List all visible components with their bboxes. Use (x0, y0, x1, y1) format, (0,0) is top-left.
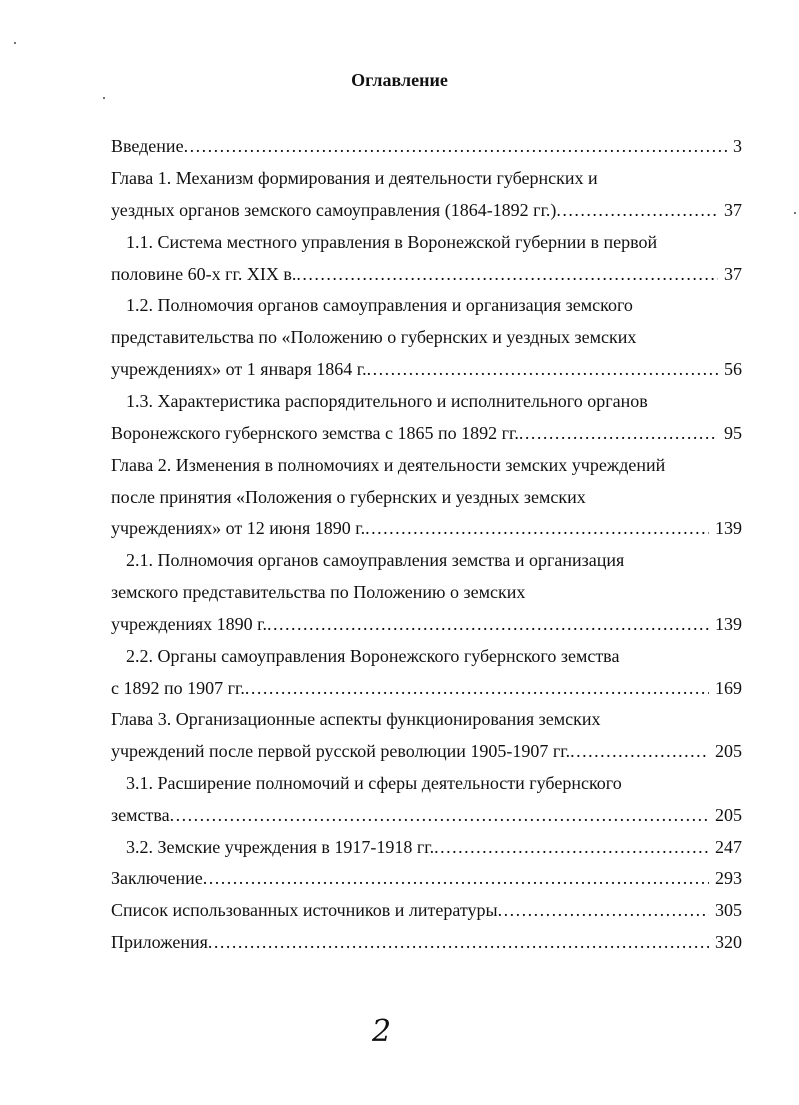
toc-entry-page: 37 (724, 264, 742, 284)
toc-entry (111, 866, 742, 890)
toc-entry-page: 305 (715, 900, 742, 920)
toc-entry: 2.2. Органы самоуправления Воронежского губернского земства (126, 646, 620, 666)
toc-entry-page: 139 (715, 614, 742, 634)
toc-entry-text: Заключение (111, 868, 203, 888)
toc-leader-dots (570, 739, 709, 763)
toc-leader-dots (365, 516, 709, 540)
toc-entry: Глава 1. Механизм формирования и деятельности губернских и (111, 168, 598, 188)
toc-entry: земского представительства по Положению о земских (111, 582, 526, 602)
toc-entry (111, 198, 742, 222)
toc-entry (111, 739, 742, 763)
toc-leader-dots (367, 357, 718, 381)
toc-leader-dots (208, 930, 709, 954)
toc-entry-text: с 1892 по 1907 гг. (111, 678, 245, 698)
toc-leader-dots (519, 421, 718, 445)
toc-leader-dots (267, 612, 709, 636)
toc-entry: 1.1. Система местного управления в Воронежской губернии в первой (126, 232, 658, 252)
toc-entry-page: 169 (715, 678, 742, 698)
toc-entry (111, 516, 742, 540)
toc-entry (126, 835, 742, 859)
toc-leader-dots (245, 676, 709, 700)
toc-entry-text: половине 60-х гг. XIX в. (111, 264, 297, 284)
toc-entry (111, 612, 742, 636)
toc-entry-text: Воронежского губернского земства с 1865 по 1892 гг. (111, 423, 519, 443)
toc-entry: представительства по «Положению о губернских и уездных земских (111, 327, 637, 347)
page-title: Оглавление (351, 70, 448, 90)
toc-entry-page: 56 (724, 359, 742, 379)
toc-entry (111, 262, 742, 286)
toc-leader-dots (296, 262, 718, 286)
toc-entry: после принятия «Положения о губернских и уездных земских (111, 487, 586, 507)
toc-leader-dots (184, 134, 727, 158)
toc-entry (111, 421, 742, 445)
toc-entry-text: учреждениях» от 12 июня 1890 г. (111, 518, 366, 538)
toc-entry-page: 95 (724, 423, 742, 443)
toc-entry-text: земства (111, 805, 170, 825)
scan-speck (103, 97, 105, 99)
toc-entry-page: 293 (715, 868, 742, 888)
handwritten-page-number: 2 (372, 1014, 392, 1049)
toc-entry-text: учреждениях» от 1 января 1864 г. (111, 359, 367, 379)
toc-entry-text: Список использованных источников и литературы (111, 900, 498, 920)
toc-entry (111, 134, 742, 158)
toc-entry: 1.3. Характеристика распорядительного и исполнительного органов (126, 391, 648, 411)
toc-entry: Глава 3. Организационные аспекты функционирования земских (111, 709, 601, 729)
toc-entry-page: 247 (715, 837, 742, 857)
scan-speck (794, 212, 796, 214)
toc-leader-dots (434, 835, 709, 859)
toc-entry-text: учреждений после первой русской революции 1905-1907 гг. (111, 741, 571, 761)
scan-speck (14, 42, 16, 44)
toc-entry-text: Приложения (111, 932, 208, 952)
toc-entry (111, 803, 742, 827)
toc-entry: 3.1. Расширение полномочий и сферы деятельности губернского (126, 773, 622, 793)
toc-entry-page: 37 (724, 200, 742, 220)
toc-entry (111, 357, 742, 381)
toc-leader-dots (170, 803, 709, 827)
toc-leader-dots (556, 198, 718, 222)
toc-entry-text: 3.2. Земские учреждения в 1917-1918 гг. (126, 837, 435, 857)
toc-entry (111, 898, 742, 922)
toc-entry (111, 930, 742, 954)
toc-leader-dots (203, 866, 709, 890)
toc-entry-text: уездных органов земского самоуправления (1864-1892 гг.) (111, 200, 557, 220)
toc-entry: Глава 2. Изменения в полномочиях и деятельности земских учреждений (111, 455, 666, 475)
toc-entry-page: 139 (715, 518, 742, 538)
toc-entry-page: 3 (733, 136, 742, 156)
toc-entry-page: 205 (715, 805, 742, 825)
toc-entry-text: учреждениях 1890 г. (111, 614, 268, 634)
toc-entry: 2.1. Полномочия органов самоуправления земства и организация (126, 550, 625, 570)
toc-entry: 1.2. Полномочия органов самоуправления и организация земского (126, 295, 633, 315)
toc-entry-page: 320 (715, 932, 742, 952)
toc-leader-dots (498, 898, 709, 922)
toc-entry-page: 205 (715, 741, 742, 761)
toc-entry (111, 676, 742, 700)
toc-entry-text: Введение (111, 136, 184, 156)
